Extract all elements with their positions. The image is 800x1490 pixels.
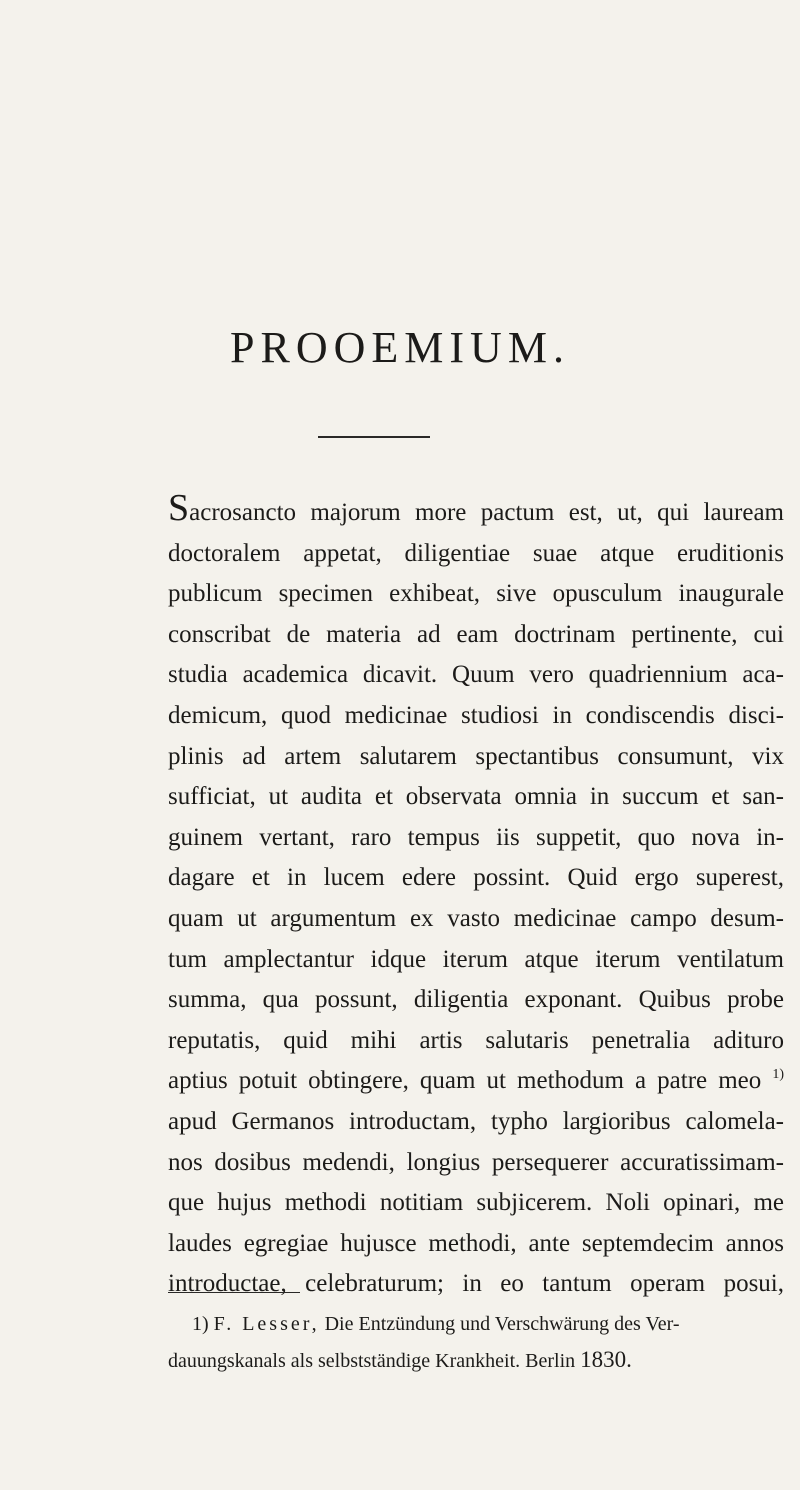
body-line: demicum, quod medicinae studiosi in condiscendis disci-	[168, 701, 784, 729]
drop-cap: S	[168, 487, 190, 529]
body-line: nos dosibus medendi, longius persequerer accuratissimam-	[168, 1148, 784, 1176]
body-line: aptius potuit obtingere, quam ut methodum a patre meo $^{1)}$	[168, 1067, 785, 1095]
footnote-reference[interactable]: 1)	[772, 1067, 785, 1083]
body-line: introductae, celebraturum; in eo tantum operam posui,	[168, 1270, 784, 1298]
body-line: reputatis, quid mihi artis salutaris penetralia adituro	[168, 1026, 784, 1054]
footnote-year: 1830.	[580, 1347, 632, 1372]
body-line: conscribat de materia ad eam doctrinam pertinente, cui	[168, 620, 784, 648]
footnote-line: dauungskanals als selbstständige Krankheit. Berlin 1830.	[168, 1347, 632, 1372]
chapter-title: PROOEMIUM.	[230, 323, 570, 372]
body-line: Sacrosancto majorum more pactum est, ut, qui lauream	[168, 487, 784, 529]
body-line: plinis ad artem salutarem spectantibus consumunt, vix	[168, 742, 784, 770]
body-line: studia academica dicavit. Quum vero quadriennium aca-	[168, 661, 784, 689]
body-line: quam ut argumentum ex vasto medicinae campo desum-	[168, 904, 784, 932]
body-line: guinem vertant, raro tempus iis suppetit, quo nova in-	[168, 823, 784, 851]
footnote-author: F. Lesser,	[213, 1313, 320, 1335]
body-line: apud Germanos introductam, typho largioribus calomela-	[168, 1107, 784, 1135]
body-line: sufficiat, ut audita et observata omnia in succum et san-	[168, 783, 784, 811]
title-divider	[318, 436, 430, 438]
body-line: laudes egregiae hujusce methodi, ante septemdecim annos	[168, 1229, 784, 1257]
body-line: summa, qua possunt, diligentia exponant. Quibus probe	[168, 986, 784, 1014]
body-line: doctoralem appetat, diligentiae suae atque eruditionis	[168, 539, 784, 567]
footnote	[168, 1306, 784, 1379]
footnote-divider	[168, 1292, 300, 1293]
footnote-marker: 1)	[192, 1313, 209, 1335]
body-line: dagare et in lucem edere possint. Quid ergo superest,	[168, 864, 784, 892]
body-line: publicum specimen exhibeat, sive opusculum inaugurale	[168, 580, 784, 608]
body-text	[168, 487, 785, 1305]
body-line: tum amplectantur idque iterum atque iterum ventilatum	[168, 945, 784, 973]
footnote-line: 1) F. Lesser, Die Entzündung und Verschwärung des Ver-	[192, 1313, 680, 1335]
body-line: que hujus methodi notitiam subjicerem. Noli opinari, me	[168, 1189, 784, 1217]
